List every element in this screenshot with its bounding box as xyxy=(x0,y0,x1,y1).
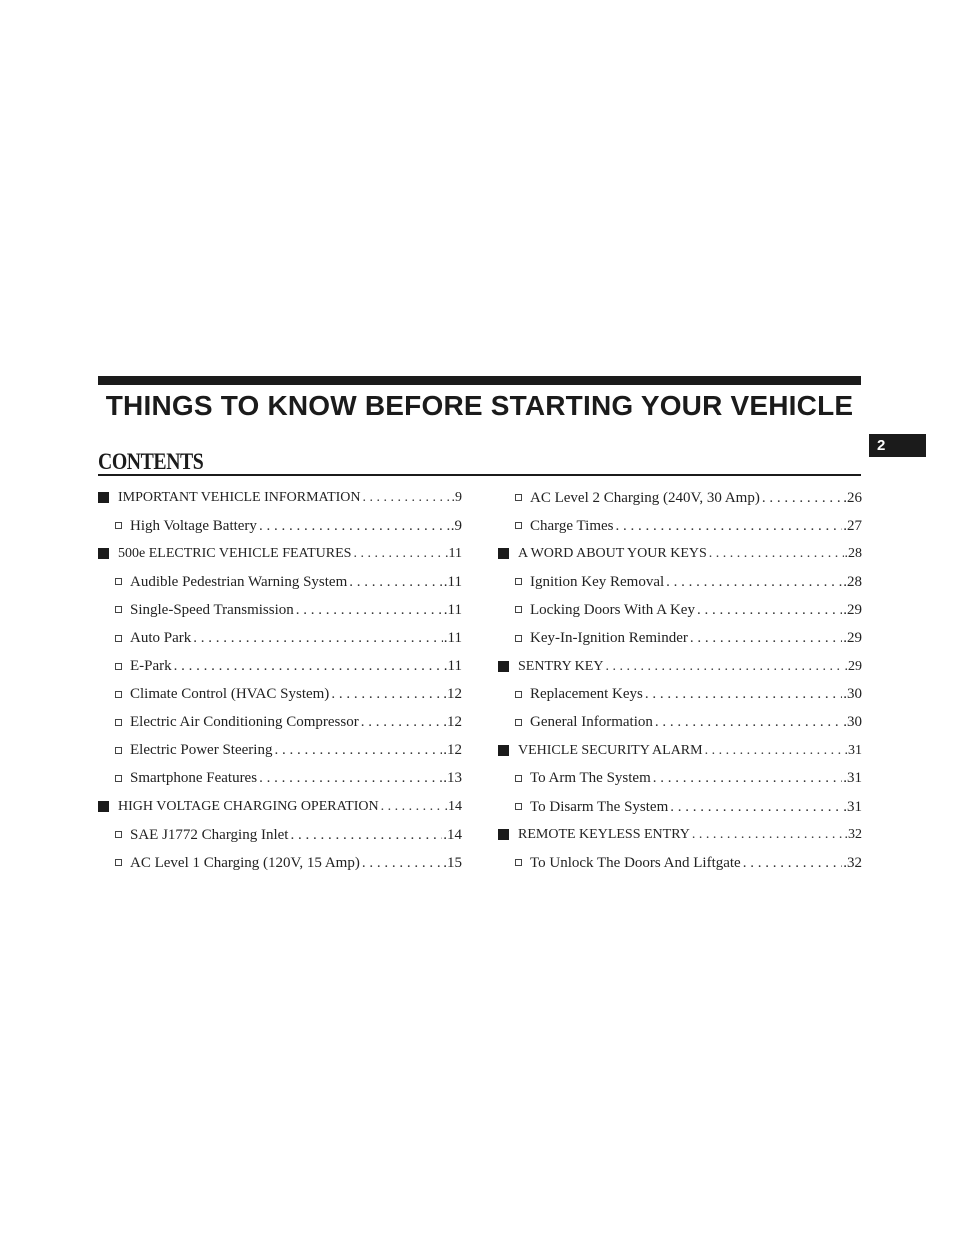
toc-subsection-entry xyxy=(98,681,462,709)
toc-page-number: .30 xyxy=(843,686,862,703)
toc-subsection-entry xyxy=(98,849,462,877)
toc-page-number: .9 xyxy=(451,490,462,506)
toc-page-number: .32 xyxy=(843,854,862,871)
hollow-square-bullet-icon xyxy=(515,635,522,642)
toc-subsection-entry xyxy=(498,596,862,624)
toc-section-entry xyxy=(498,821,862,849)
square-bullet-icon xyxy=(498,548,509,559)
dot-leader xyxy=(690,828,844,842)
toc-subsection-entry xyxy=(498,765,862,793)
hollow-square-bullet-icon xyxy=(515,719,522,726)
toc-entry-title: A WORD ABOUT YOUR KEYS xyxy=(518,546,707,562)
dot-leader xyxy=(294,603,443,618)
toc-subsection-entry xyxy=(498,484,862,512)
toc-section-entry xyxy=(498,653,862,681)
dot-leader xyxy=(379,800,444,814)
toc-subsection-entry xyxy=(98,821,462,849)
toc-entry-title: High Voltage Battery xyxy=(130,517,257,534)
toc-entry-title: IMPORTANT VEHICLE INFORMATION xyxy=(118,490,361,506)
contents-heading: CONTENTS xyxy=(98,449,204,474)
toc-entry-title: Climate Control (HVAC System) xyxy=(130,686,330,703)
dot-leader xyxy=(707,547,844,561)
dot-leader xyxy=(272,743,442,758)
toc-subsection-entry xyxy=(498,624,862,652)
toc-entry-title: REMOTE KEYLESS ENTRY xyxy=(518,827,690,843)
toc-entry-title: E-Park xyxy=(130,658,172,675)
toc-entry-title: Smartphone Features xyxy=(130,770,258,787)
hollow-square-bullet-icon xyxy=(115,522,122,529)
toc-section-entry xyxy=(498,737,862,765)
square-bullet-icon xyxy=(98,492,109,503)
hollow-square-bullet-icon xyxy=(515,494,522,501)
hollow-square-bullet-icon xyxy=(115,775,122,782)
toc-entry-title: Replacement Keys xyxy=(530,686,643,703)
dot-leader xyxy=(257,519,450,534)
dot-leader xyxy=(614,519,843,534)
toc-entry-title: 500e ELECTRIC VEHICLE FEATURES xyxy=(118,546,352,562)
toc-entry-title: Single-Speed Transmission xyxy=(130,601,294,618)
toc-entry-title: HIGH VOLTAGE CHARGING OPERATION xyxy=(118,799,379,815)
dot-leader xyxy=(695,603,842,618)
hollow-square-bullet-icon xyxy=(515,578,522,585)
toc-entry-title: Auto Park xyxy=(130,630,192,647)
dot-leader xyxy=(191,631,443,646)
toc-page-number: .14 xyxy=(444,799,462,815)
toc-entry-title: Charge Times xyxy=(530,517,614,534)
toc-page-number: .14 xyxy=(443,826,462,843)
toc-right-column xyxy=(498,484,862,877)
hollow-square-bullet-icon xyxy=(115,578,122,585)
toc-page-number: .15 xyxy=(443,854,462,871)
toc-subsection-entry xyxy=(98,596,462,624)
toc-subsection-entry xyxy=(498,849,862,877)
toc-page-number: .12 xyxy=(443,686,462,703)
square-bullet-icon xyxy=(98,801,109,812)
toc-page-number: .30 xyxy=(843,714,862,731)
dot-leader xyxy=(359,715,443,730)
toc-page-number: .31 xyxy=(843,798,862,815)
toc-page-number: .9 xyxy=(450,517,462,534)
dot-leader xyxy=(643,687,842,702)
toc-entry-title: SAE J1772 Charging Inlet xyxy=(130,826,289,843)
dot-leader xyxy=(288,828,442,843)
hollow-square-bullet-icon xyxy=(515,859,522,866)
toc-entry-title: To Arm The System xyxy=(530,770,651,787)
hollow-square-bullet-icon xyxy=(115,859,122,866)
toc-entry-title: Electric Power Steering xyxy=(130,742,273,759)
chapter-title-rule xyxy=(98,376,861,385)
toc-page-number: .12 xyxy=(443,742,462,759)
toc-section-entry xyxy=(98,484,462,512)
toc-page-number: .32 xyxy=(844,827,862,843)
hollow-square-bullet-icon xyxy=(515,691,522,698)
hollow-square-bullet-icon xyxy=(515,803,522,810)
toc-section-entry xyxy=(498,540,862,568)
toc-entry-title: To Disarm The System xyxy=(530,798,669,815)
square-bullet-icon xyxy=(498,829,509,840)
square-bullet-icon xyxy=(98,548,109,559)
hollow-square-bullet-icon xyxy=(515,522,522,529)
toc-page-number: .31 xyxy=(843,770,862,787)
toc-page-number: .27 xyxy=(843,517,862,534)
hollow-square-bullet-icon xyxy=(115,691,122,698)
toc-entry-title: Electric Air Conditioning Compressor xyxy=(130,714,359,731)
chapter-tab-number: 2 xyxy=(877,437,886,454)
toc-subsection-entry xyxy=(98,653,462,681)
toc-entry-title: Locking Doors With A Key xyxy=(530,601,695,618)
toc-entry-title: VEHICLE SECURITY ALARM xyxy=(518,742,703,758)
toc-subsection-entry xyxy=(498,709,862,737)
toc-subsection-entry xyxy=(498,568,862,596)
toc-left-column xyxy=(98,484,462,877)
toc-page-number: .11 xyxy=(443,601,462,618)
toc-subsection-entry xyxy=(98,624,462,652)
toc-entry-title: Key-In-Ignition Reminder xyxy=(530,630,688,647)
toc-entry-title: SENTRY KEY xyxy=(518,658,604,674)
toc-page-number: .28 xyxy=(843,573,862,590)
toc-page-number: .29 xyxy=(843,630,862,647)
dot-leader xyxy=(361,491,451,505)
dot-leader xyxy=(668,800,842,815)
dot-leader xyxy=(351,547,444,561)
toc-subsection-entry xyxy=(98,709,462,737)
toc-entry-title: To Unlock The Doors And Liftgate xyxy=(530,854,741,871)
dot-leader xyxy=(653,715,842,730)
dot-leader xyxy=(688,631,842,646)
dot-leader xyxy=(664,575,842,590)
dot-leader xyxy=(741,856,843,871)
hollow-square-bullet-icon xyxy=(115,831,122,838)
dot-leader xyxy=(703,744,844,758)
toc-subsection-entry xyxy=(98,568,462,596)
square-bullet-icon xyxy=(498,745,509,756)
dot-leader xyxy=(760,491,842,506)
toc-subsection-entry xyxy=(498,512,862,540)
dot-leader xyxy=(347,575,443,590)
chapter-tab xyxy=(869,434,926,457)
dot-leader xyxy=(360,856,442,871)
hollow-square-bullet-icon xyxy=(115,719,122,726)
square-bullet-icon xyxy=(498,661,509,672)
toc-entry-title: Audible Pedestrian Warning System xyxy=(130,573,348,590)
toc-subsection-entry xyxy=(498,681,862,709)
toc-subsection-entry xyxy=(98,765,462,793)
hollow-square-bullet-icon xyxy=(515,775,522,782)
contents-rule xyxy=(98,474,861,476)
hollow-square-bullet-icon xyxy=(115,663,122,670)
hollow-square-bullet-icon xyxy=(115,635,122,642)
dot-leader xyxy=(172,659,443,674)
toc-section-entry xyxy=(98,540,462,568)
toc-page-number: .11 xyxy=(443,658,462,675)
hollow-square-bullet-icon xyxy=(115,606,122,613)
dot-leader xyxy=(603,660,843,674)
toc-page-number: .11 xyxy=(443,573,462,590)
toc-subsection-entry xyxy=(498,793,862,821)
hollow-square-bullet-icon xyxy=(115,747,122,754)
toc-page-number: .11 xyxy=(445,546,462,562)
toc-page-number: .28 xyxy=(844,546,862,562)
toc-entry-title: AC Level 2 Charging (240V, 30 Amp) xyxy=(530,489,760,506)
dot-leader xyxy=(257,771,442,786)
toc-page-number: .11 xyxy=(443,630,462,647)
toc-page-number: .26 xyxy=(843,489,862,506)
hollow-square-bullet-icon xyxy=(515,606,522,613)
toc-subsection-entry xyxy=(98,737,462,765)
toc-entry-title: Ignition Key Removal xyxy=(530,573,665,590)
toc-page-number: .13 xyxy=(443,770,462,787)
dot-leader xyxy=(329,687,442,702)
toc-section-entry xyxy=(98,793,462,821)
toc-entry-title: General Information xyxy=(530,714,653,731)
toc-entry-title: AC Level 1 Charging (120V, 15 Amp) xyxy=(130,854,360,871)
toc-page-number: .31 xyxy=(844,742,862,758)
chapter-title: THINGS TO KNOW BEFORE STARTING YOUR VEHICLE xyxy=(105,390,854,421)
dot-leader xyxy=(651,771,842,786)
toc-page-number: .12 xyxy=(443,714,462,731)
toc-subsection-entry xyxy=(98,512,462,540)
toc-page-number: .29 xyxy=(844,658,862,674)
toc-page-number: .29 xyxy=(843,601,862,618)
